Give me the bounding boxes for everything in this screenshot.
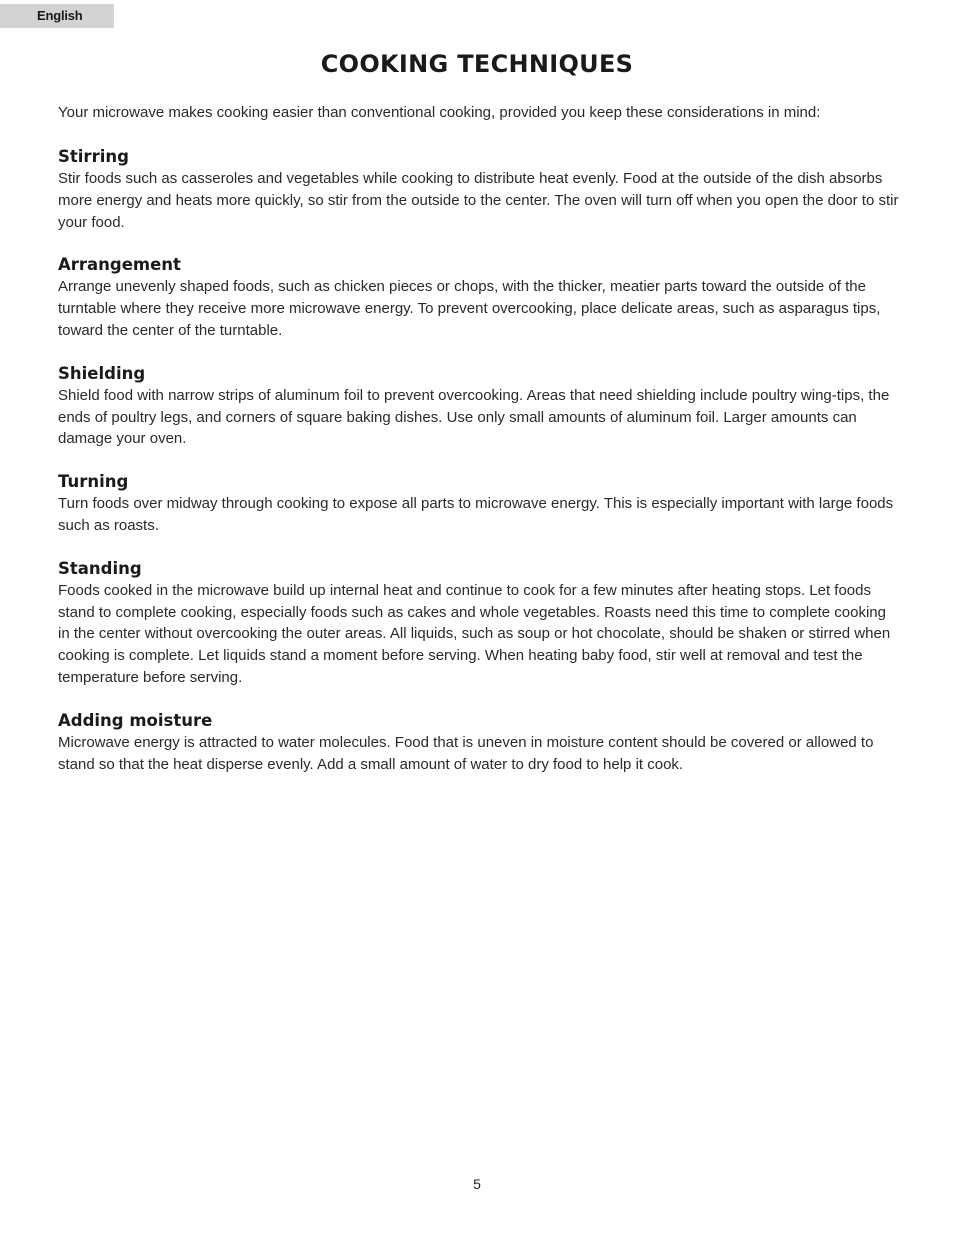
section-heading: Arrangement [58,255,181,275]
page-title: COOKING TECHNIQUES [320,50,634,78]
section-adding-moisture [58,710,900,776]
main-content [58,102,900,796]
section-body: Microwave energy is attracted to water molecules. Food that is uneven in moisture content should be covered or allowed to stand so that the heat disperse evenly. Add a small amount of water to dry food to help it cook. [58,733,874,773]
section-body: Turn foods over midway through cooking to expose all parts to microwave energy. This is especially important with large foods such as roasts. [58,495,894,534]
section-heading: Turning [58,472,129,492]
section-heading: Stirring [58,147,129,166]
language-tab: English [0,4,114,28]
section-body: Foods cooked in the microwave build up internal heat and continue to cook for a few minutes after heating stops. Let foods stand to complete cooking, especially foods such as cakes and whole vegetables. Roasts need this time to complete cooking in the center without overcooking the outer areas. All liquids, such as soup or hot chocolate, should be shaken or stirred when cooking is complete. Let liquids stand a moment before serving. When heating baby food, stir well at removal and test the temperature before serving. [58,581,891,686]
intro-paragraph: Your microwave makes cooking easier than conventional cooking, provided you keep these considerations in mind: [58,104,821,121]
section-shielding [58,363,900,450]
section-heading: Shielding [58,363,146,383]
section-heading: Adding moisture [58,710,213,730]
section-body: Arrange unevenly shaped foods, such as chicken pieces or chops, with the thicker, meatier parts toward the outside of the turntable where they receive more microwave energy. To prevent overcooking, place delicate areas, such as asparagus tips, toward the center of the turntable. [58,278,881,339]
section-standing [58,558,900,689]
section-arrangement [58,254,900,341]
section-body: Stir foods such as casseroles and vegetables while cooking to distribute heat evenly. Food at the outside of the dish absorbs more energy and heats more quickly, so stir from the outside to the center. The oven will turn off when you open the door to stir your food. [58,170,899,231]
section-heading: Standing [58,558,142,578]
page-number: 5 [473,1176,481,1192]
section-turning [58,471,900,537]
section-stirring [58,146,900,233]
section-body: Shield food with narrow strips of aluminum foil to prevent overcooking. Areas that need shielding include poultry wing-tips, the ends of poultry legs, and corners of square baking dishes. Use only small amounts of aluminum foil. Larger amounts can damage your oven. [58,386,890,448]
